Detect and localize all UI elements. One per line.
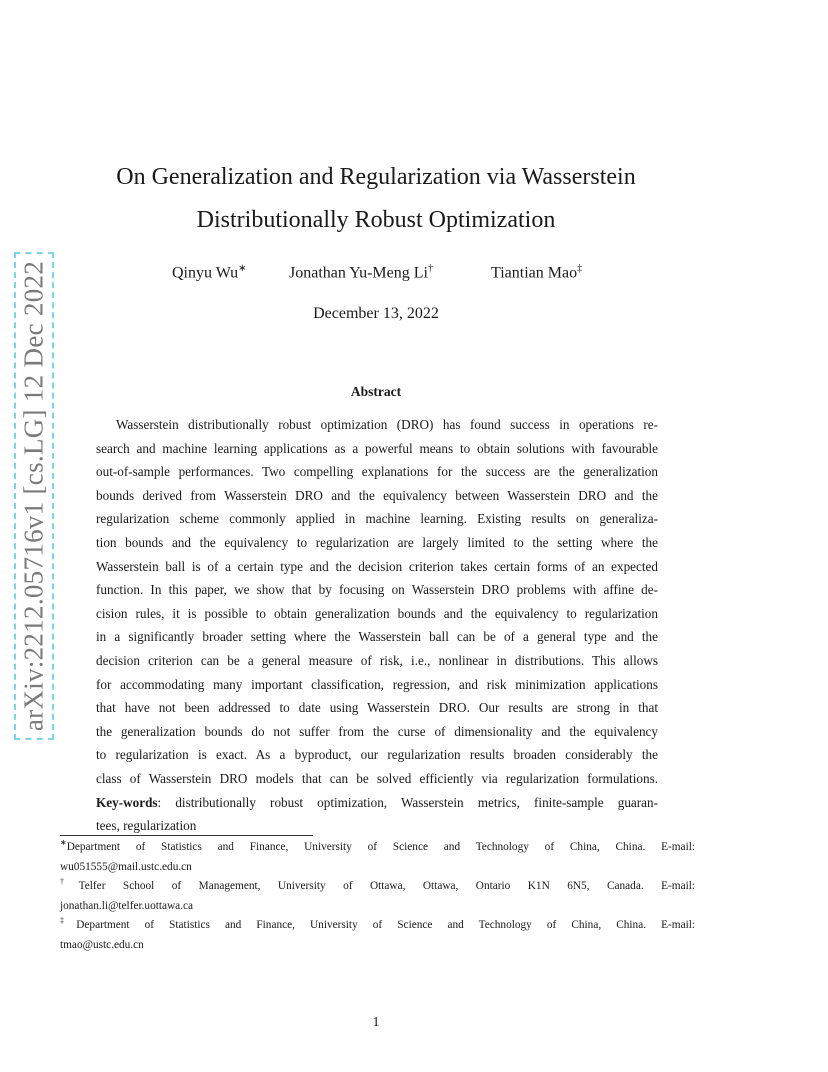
- author-tiantian-mao: [491, 263, 582, 282]
- abstract-line: decision criterion can be a general measure of risk, i.e., nonlinear in distributions. This allows: [96, 652, 658, 668]
- abstract-line: cision rules, it is possible to obtain generalization bounds and the equivalency to regularization: [96, 605, 658, 621]
- abstract-line: Wasserstein ball is of a certain type and the decision criterion takes certain forms of an expected: [96, 558, 658, 574]
- author-footnote-mark: ∗: [238, 263, 247, 274]
- footnote-mark: ‡: [60, 916, 77, 926]
- footnote-text: Telfer School of Management, University of Ottawa, Ottawa, Ontario K1N 6N5, Canada. E-mail:: [78, 880, 696, 892]
- author-jonathan-li: [289, 263, 433, 282]
- keywords-line-continued: tees, regularization: [96, 818, 197, 834]
- paper-title-line-2: Distributionally Robust Optimization: [196, 207, 556, 233]
- footnote-text: Department of Statistics and Finance, University of Science and Technology of China, China. E-mail:: [76, 919, 695, 931]
- abstract-body: [96, 413, 658, 838]
- footnote-mark: †: [60, 877, 79, 887]
- footnote-mark: ∗: [60, 838, 67, 848]
- footnotes: [60, 838, 695, 955]
- abstract-line: Wasserstein distributionally robust optimization (DRO) has found success in operations re-: [116, 417, 658, 432]
- publication-date: December 13, 2022: [313, 305, 439, 322]
- abstract-line: search and machine learning applications as a powerful means to obtain solutions with favourable: [96, 440, 658, 456]
- footnote-rule: [60, 835, 313, 836]
- paper-title-line-1: On Generalization and Regularization via Wasserstein: [116, 164, 636, 190]
- abstract-line: in a significantly broader setting where the Wasserstein ball can be of a general type and the: [96, 629, 658, 645]
- author-name: Tiantian Mao: [491, 264, 578, 282]
- abstract-line: bounds derived from Wasserstein DRO and the equivalency between Wasserstein DRO and the: [96, 487, 658, 503]
- footnote-text: Department of Statistics and Finance, University of Science and Technology of China, China. E-mail:: [66, 841, 695, 853]
- footnote-line: [60, 916, 695, 936]
- abstract-line: out-of-sample performances. Two compelling explanations for the success are the generalization: [96, 464, 658, 480]
- author-footnote-mark: ‡: [577, 263, 583, 274]
- page-number: 1: [372, 1015, 380, 1030]
- keywords-label: Key-words: [96, 794, 158, 810]
- arxiv-stamp-text: arXiv:2212.05716v1 [cs.LG] 12 Dec 2022: [18, 260, 49, 732]
- abstract-heading: Abstract: [350, 384, 402, 399]
- author-name: Jonathan Yu-Meng Li: [289, 264, 428, 282]
- abstract-line: to regularization is exact. As a byproduct, our regularization results broaden considerably the: [96, 747, 658, 763]
- footnote-email: tmao@ustc.edu.cn: [60, 938, 144, 951]
- author-footnote-mark: †: [427, 263, 433, 274]
- footnote-line: [60, 877, 695, 897]
- arxiv-stamp: [14, 252, 54, 740]
- author-qinyu-wu: [172, 263, 247, 282]
- abstract-line: tion bounds and the equivalency to regularization are largely limited to the setting where the: [96, 534, 658, 550]
- abstract-line: the generalization bounds do not suffer from the curse of dimensionality and the equivalency: [96, 723, 658, 739]
- author-name: Qinyu Wu: [172, 264, 239, 282]
- keywords-line: [96, 791, 658, 815]
- footnote-line: [60, 838, 695, 858]
- keywords-text: : distributionally robust optimization, Wasserstein metrics, finite-sample guaran-: [157, 794, 658, 810]
- footnote-email: wu051555@mail.ustc.edu.cn: [60, 860, 192, 873]
- abstract-line: for accommodating many important classification, regression, and risk minimization applications: [96, 676, 658, 692]
- abstract-line: that have not been addressed to date using Wasserstein DRO. Our results are strong in that: [96, 700, 658, 716]
- footnote-email: jonathan.li@telfer.uottawa.ca: [60, 899, 194, 912]
- abstract-line: regularization scheme commonly applied in machine learning. Existing results on generaliza-: [96, 511, 658, 527]
- abstract-line: class of Wasserstein DRO models that can be solved efficiently via regularization formulations.: [96, 770, 658, 786]
- abstract-line: function. In this paper, we show that by focusing on Wasserstein DRO problems with affine de-: [96, 582, 658, 598]
